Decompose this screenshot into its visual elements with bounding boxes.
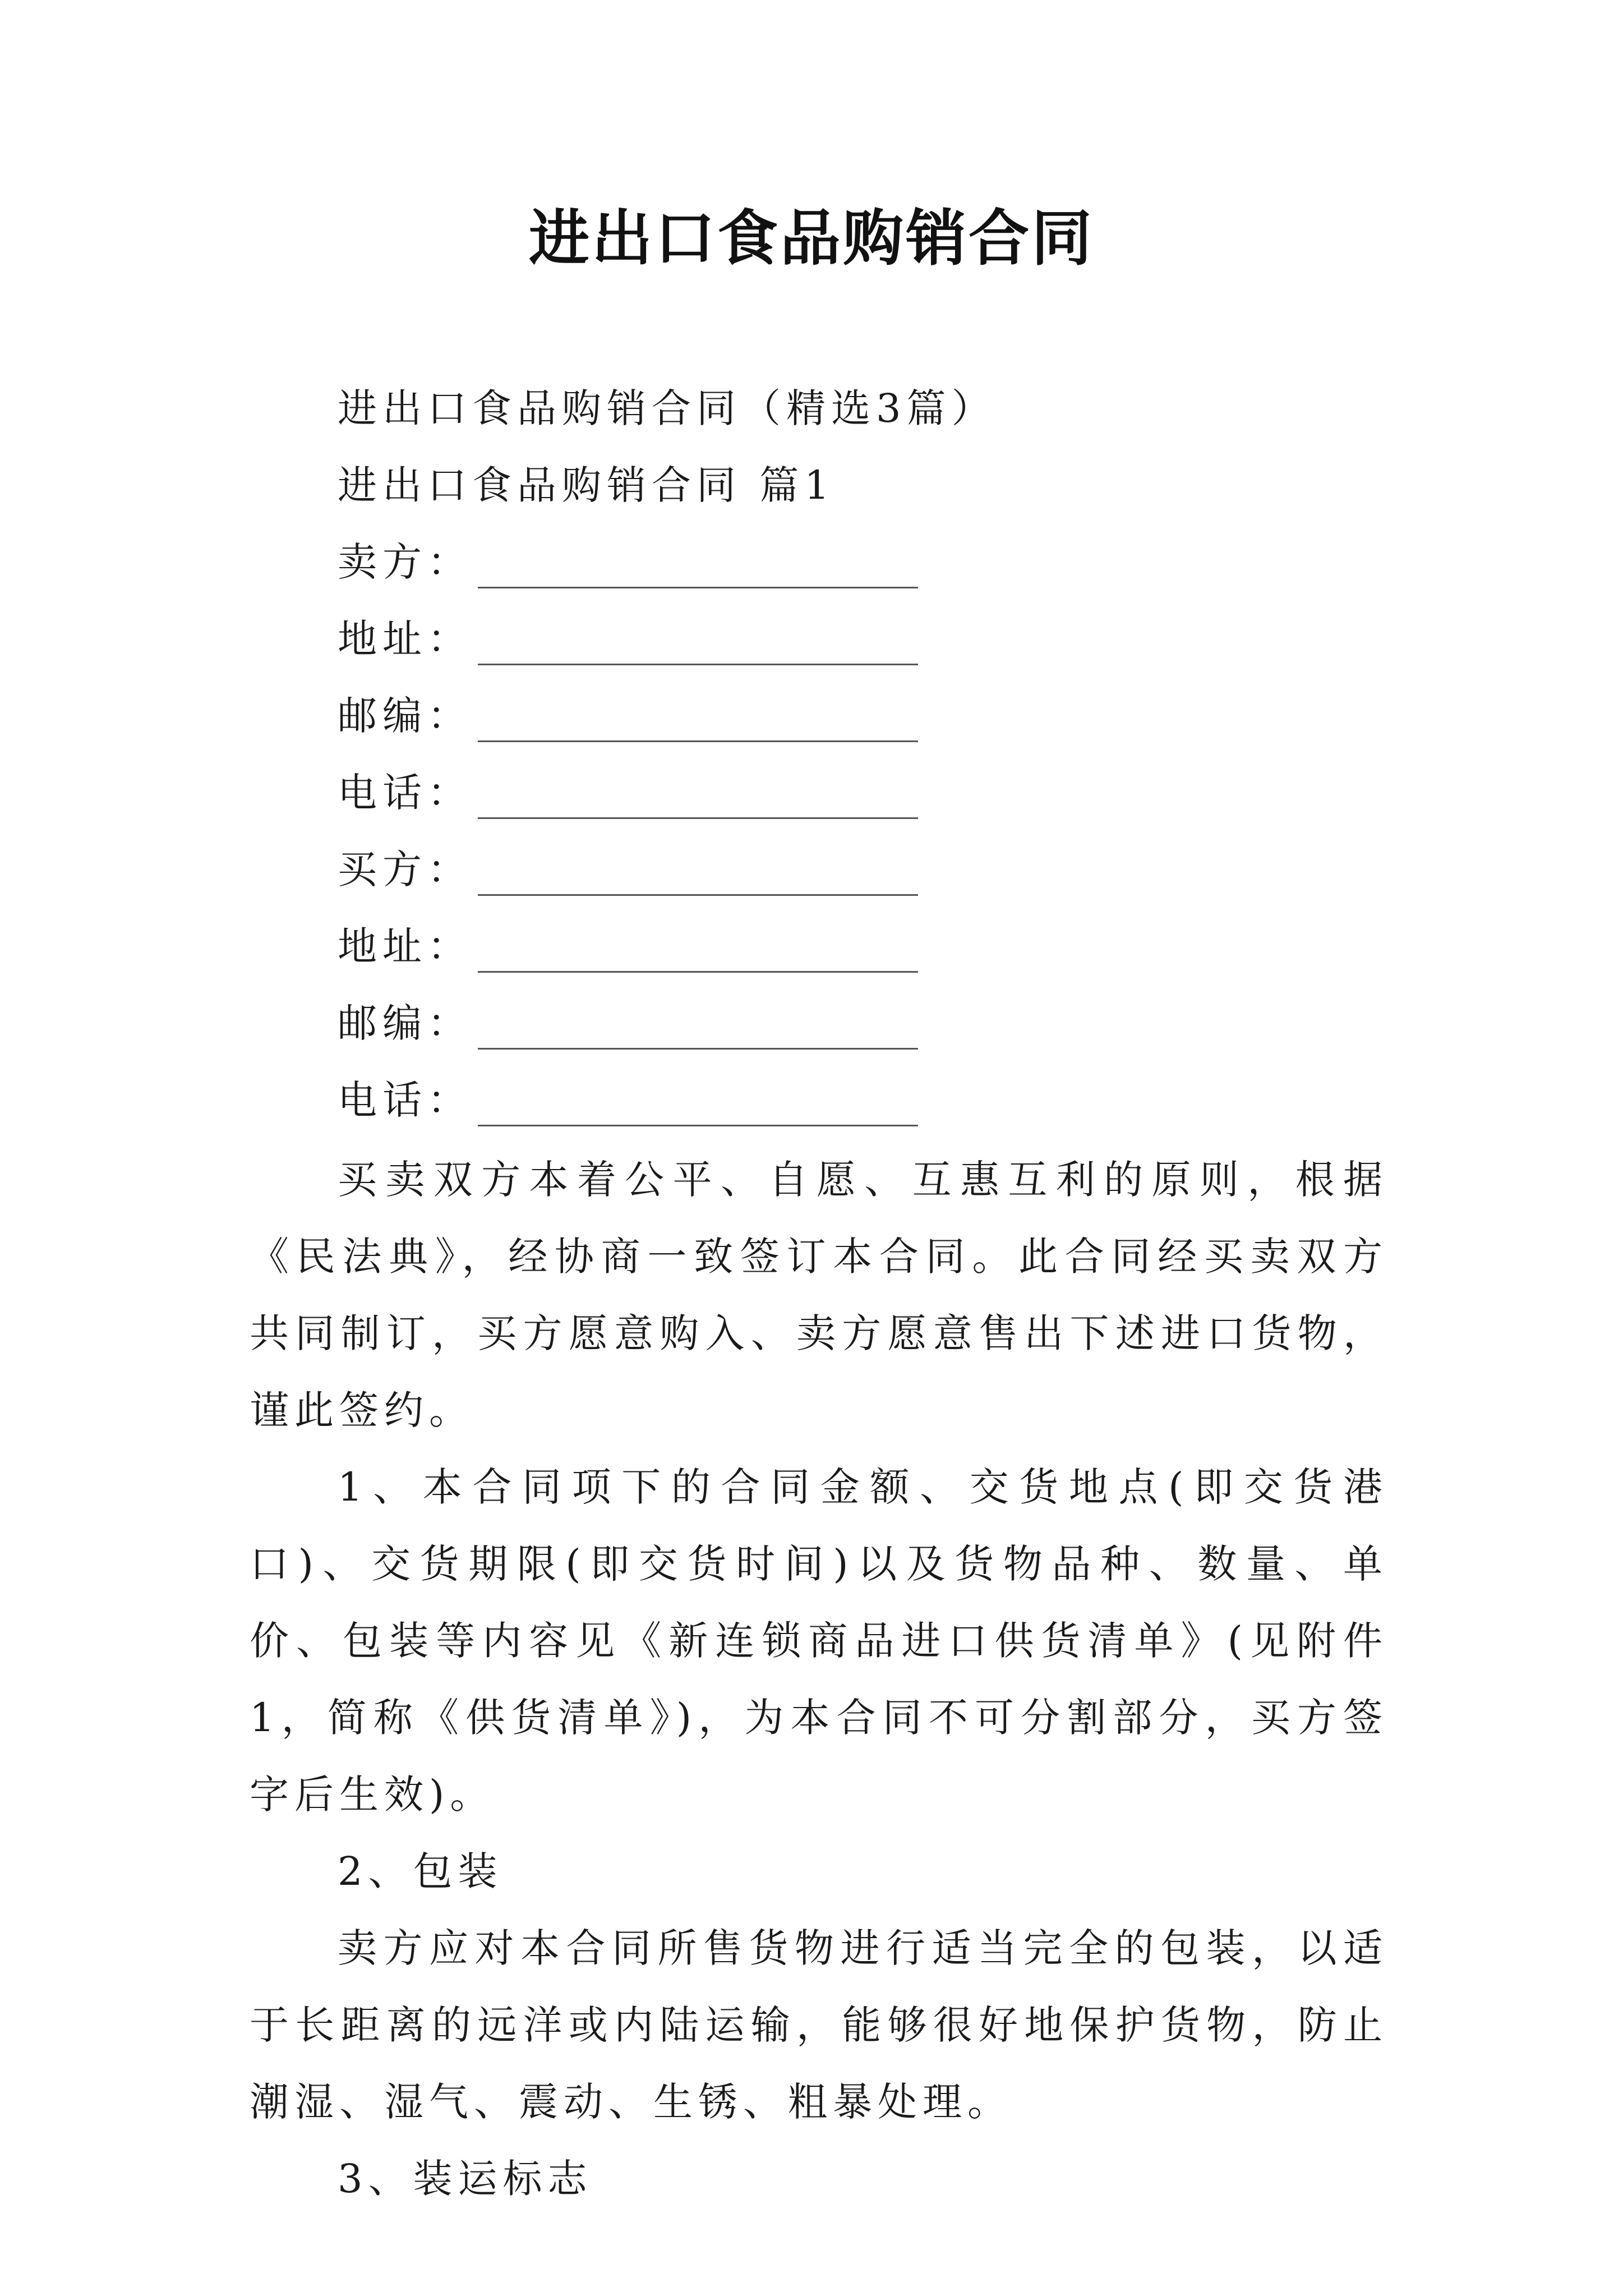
intro-paragraph: 买卖双方本着公平、自愿、互惠互利的原则，根据《民法典》，经协商一致签订本合同。此合同经买卖双方共同制订，买方愿意购入、卖方愿意售出下述进口货物，谨此签约。 bbox=[250, 1157, 1388, 1433]
field-label: 电话： bbox=[338, 1077, 472, 1123]
clause-3-heading: 3、装运标志 bbox=[338, 2156, 593, 2202]
clause-2-paragraph: 卖方应对本合同所售货物进行适当完全的包装，以适于长距离的远洋或内陆运输，能够很好地保护货物，防止潮湿、湿气、震动、生锈、粗暴处理。 bbox=[250, 1925, 1388, 2125]
seller-address-field bbox=[250, 601, 1388, 678]
fill-in-blank bbox=[478, 861, 918, 896]
fill-in-blank bbox=[478, 937, 918, 973]
field-label: 地址： bbox=[338, 923, 472, 969]
seller-phone-field bbox=[250, 754, 1388, 831]
clause-2-heading: 2、包装 bbox=[338, 1848, 503, 1894]
document-body bbox=[250, 370, 1388, 1139]
field-label: 电话： bbox=[338, 770, 472, 816]
buyer-address-field bbox=[250, 908, 1388, 985]
fill-in-blank bbox=[478, 707, 918, 742]
field-label: 地址： bbox=[338, 616, 472, 662]
field-label: 买方： bbox=[338, 846, 472, 892]
buyer-name-field bbox=[250, 831, 1388, 908]
fill-in-blank bbox=[478, 1091, 918, 1126]
field-label: 邮编： bbox=[338, 1000, 472, 1046]
fill-in-blank bbox=[478, 1014, 918, 1050]
field-label: 卖方： bbox=[338, 539, 472, 585]
fill-in-blank bbox=[478, 784, 918, 819]
buyer-postcode-field bbox=[250, 985, 1388, 1062]
section-heading: 进出口食品购销合同 篇1 bbox=[338, 462, 835, 508]
seller-postcode-field bbox=[250, 678, 1388, 754]
fill-in-blank bbox=[478, 553, 918, 588]
clause-1-paragraph: 1、本合同项下的合同金额、交货地点(即交货港口)、交货期限(即交货时间)以及货物品种、数量、单价、包装等内容见《新连锁商品进口供货清单》(见附件1，简称《供货清单》)，为本合同不可分割部分，买方签字后生效)。 bbox=[250, 1464, 1388, 1818]
document-title: 进出口食品购销合同 bbox=[528, 203, 1094, 274]
field-label: 邮编： bbox=[338, 693, 472, 739]
contract-paragraphs bbox=[250, 1142, 1388, 2217]
seller-name-field bbox=[250, 524, 1388, 601]
buyer-phone-field bbox=[250, 1062, 1388, 1139]
document-subtitle: 进出口食品购销合同（精选3篇） bbox=[338, 385, 997, 431]
fill-in-blank bbox=[478, 630, 918, 665]
